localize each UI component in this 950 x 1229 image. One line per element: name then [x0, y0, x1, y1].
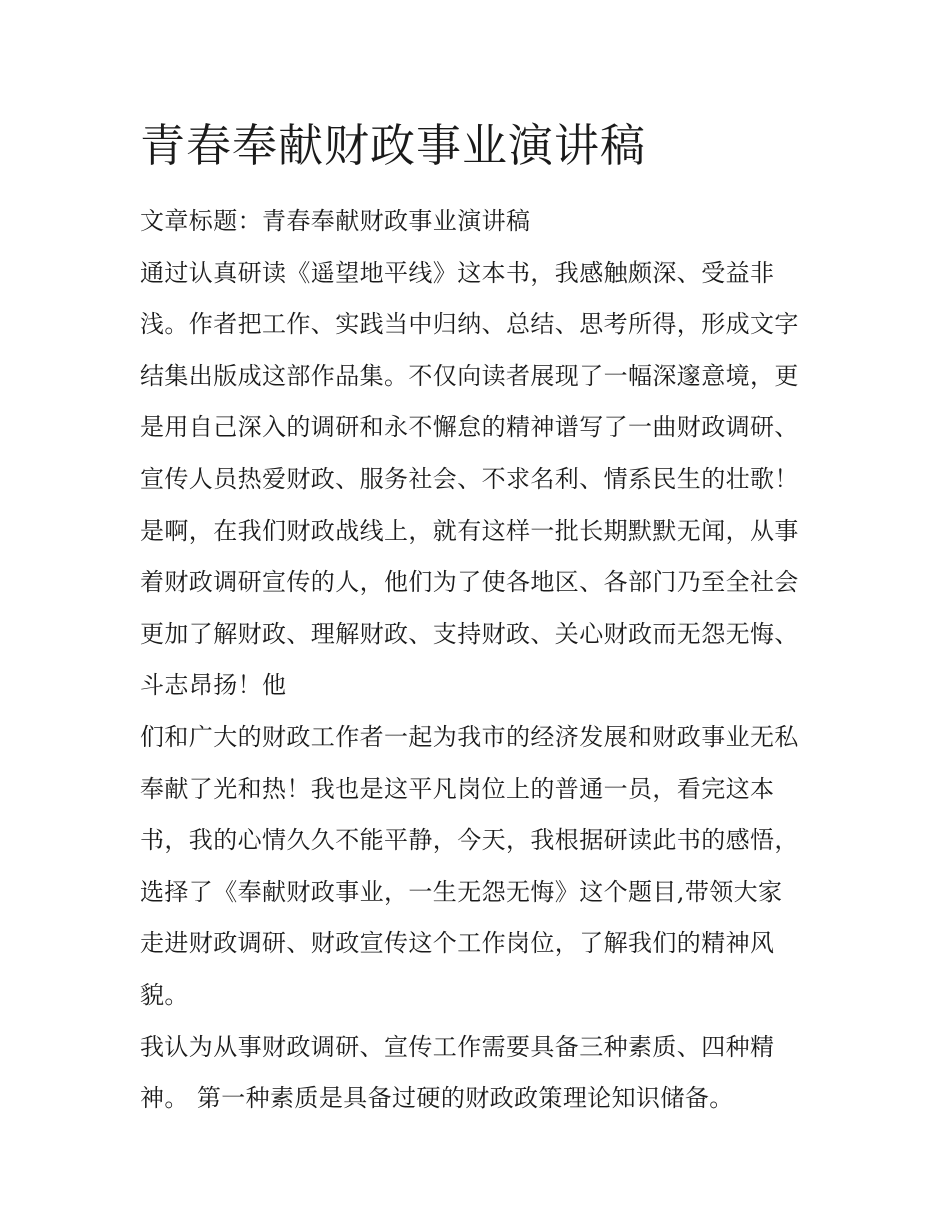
text-line: 书，我的心情久久不能平静，今天，我根据研读此书的感悟， — [140, 826, 799, 855]
text-line: 宣传人员热爱财政、服务社会、不求名利、情系民生的壮歌！ — [140, 464, 799, 493]
text-line: 貌。 — [140, 980, 189, 1009]
text-line: 选择了《奉献财政事业，一生无怨无悔》这个题目,带领大家 — [140, 877, 783, 906]
text-line: 着财政调研宣传的人，他们为了使各地区、各部门乃至全社会 — [140, 568, 799, 597]
text-line: 我认为从事财政调研、宣传工作需要具备三种素质、四种精 — [140, 1032, 775, 1061]
document-title: 青春奉献财政事业演讲稿 — [140, 119, 647, 172]
text-line: 神。 第一种素质是具备过硬的财政政策理论知识储备。 — [140, 1084, 734, 1113]
text-line: 斗志昂扬！他 — [140, 671, 287, 700]
text-line: 文章标题：青春奉献财政事业演讲稿 — [140, 207, 531, 235]
text-line: 浅。作者把工作、实践当中归纳、总结、思考所得，形成文字 — [140, 310, 799, 339]
document-body — [140, 196, 820, 1125]
text-line: 走进财政调研、财政宣传这个工作岗位，了解我们的精神风 — [140, 929, 775, 958]
text-line: 结集出版成这部作品集。不仅向读者展现了一幅深邃意境，更 — [140, 361, 799, 390]
text-line: 是啊，在我们财政战线上，就有这样一批长期默默无闻，从事 — [140, 516, 799, 545]
text-line: 是用自己深入的调研和永不懈怠的精神谱写了一曲财政调研、 — [140, 413, 799, 442]
text-line: 通过认真研读《遥望地平线》这本书，我感触颇深、受益非 — [140, 258, 775, 287]
text-line: 更加了解财政、理解财政、支持财政、关心财政而无怨无悔、 — [140, 619, 799, 648]
text-line: 们和广大的财政工作者一起为我市的经济发展和财政事业无私 — [140, 722, 799, 751]
text-line: 奉献了光和热！我也是这平凡岗位上的普通一员，看完这本 — [140, 774, 775, 803]
